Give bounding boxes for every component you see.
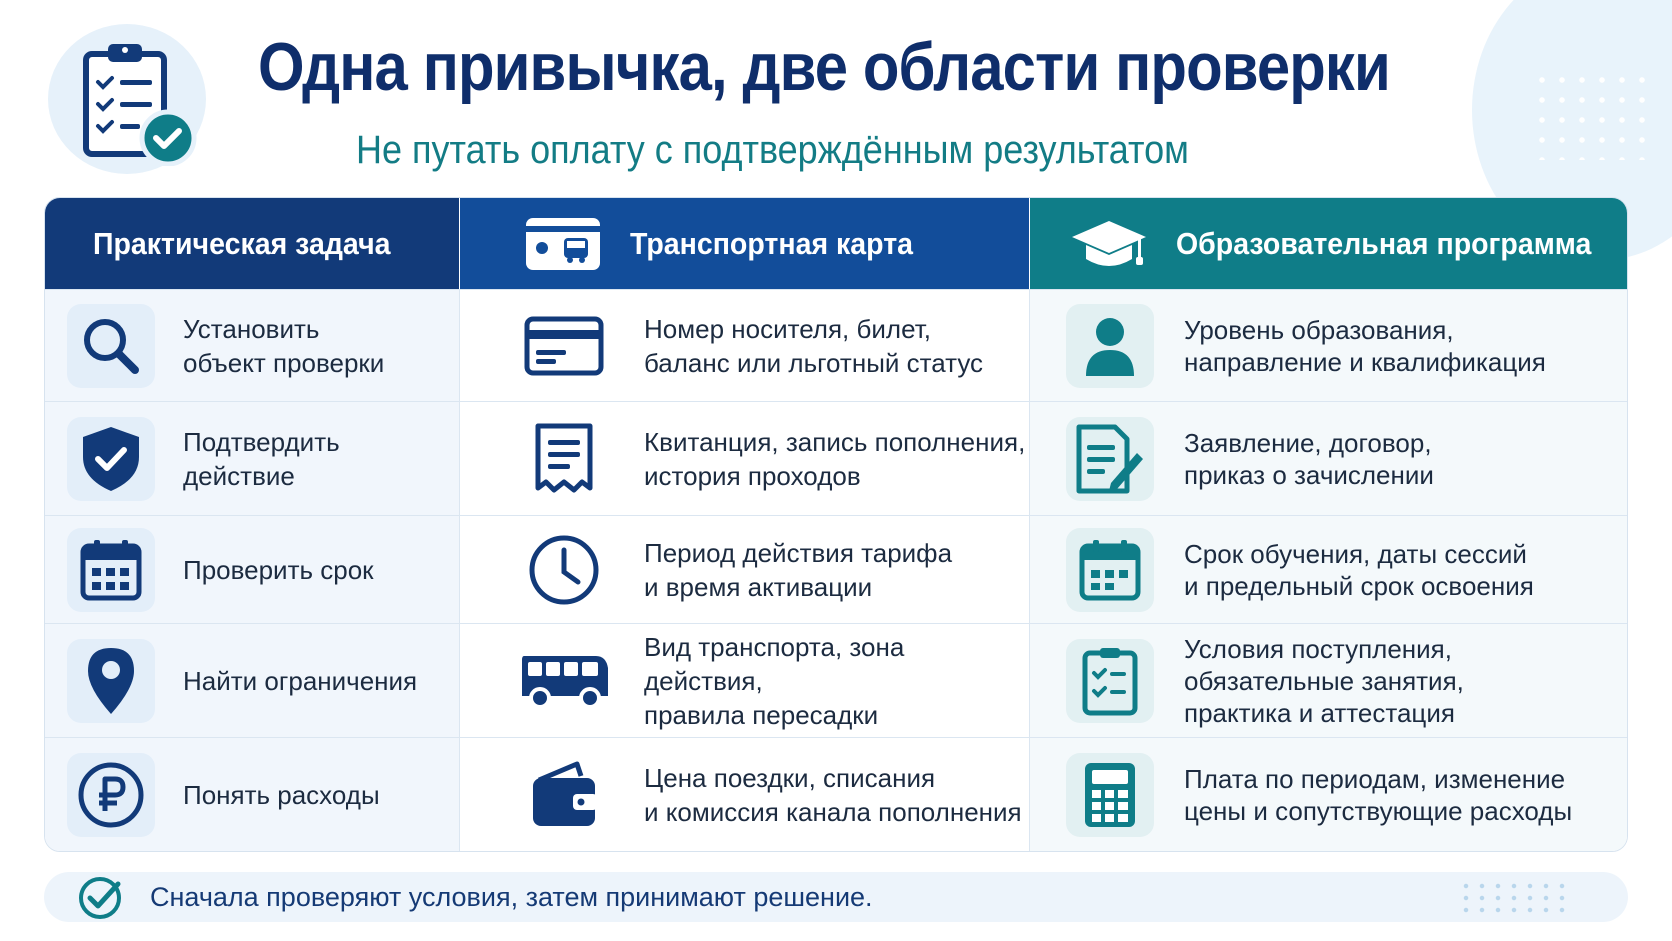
table-row xyxy=(45,515,1627,623)
transport-icon-box xyxy=(518,304,610,388)
education-icon-box xyxy=(1066,417,1154,501)
table-row xyxy=(45,623,1627,737)
footer-text: Сначала проверяют условия, затем принимают решение. xyxy=(150,881,873,912)
education-cell xyxy=(1030,624,1627,737)
calendar-icon xyxy=(80,538,142,602)
task-text: Установить объект проверки xyxy=(183,313,385,378)
task-icon-box xyxy=(67,304,155,388)
checklist-icon xyxy=(1082,645,1138,717)
transport-icon-box xyxy=(518,528,610,612)
education-text: Заявление, договор, приказ о зачислении xyxy=(1184,427,1434,490)
person-icon xyxy=(1082,314,1138,378)
education-cell xyxy=(1030,516,1627,623)
education-text: Плата по периодам, изменение цены и сопутствующие расходы xyxy=(1184,763,1573,826)
comparison-table xyxy=(44,197,1628,852)
task-cell xyxy=(45,624,460,737)
task-icon-box xyxy=(67,528,155,612)
footer-banner xyxy=(44,872,1628,922)
education-cell xyxy=(1030,290,1627,401)
decorative-dots xyxy=(1458,880,1568,916)
education-icon-box xyxy=(1066,753,1154,837)
transport-text: Номер носителя, билет, баланс или льготный статус xyxy=(644,313,984,378)
education-text: Условия поступления, обязательные занятия, практика и аттестация xyxy=(1184,633,1464,728)
education-text: Уровень образования, направление и квалификация xyxy=(1184,314,1546,377)
shield-check-icon xyxy=(81,425,141,493)
task-cell xyxy=(45,738,460,851)
column-header-education xyxy=(1030,198,1628,289)
task-text: Проверить срок xyxy=(183,554,374,585)
ruble-icon xyxy=(77,761,145,829)
table-row xyxy=(45,289,1627,401)
transport-cell xyxy=(460,624,1030,737)
check-circle-icon xyxy=(78,874,124,920)
education-icon-box xyxy=(1066,304,1154,388)
calculator-icon xyxy=(1082,760,1138,830)
transport-cell xyxy=(460,516,1030,623)
location-pin-icon xyxy=(86,646,136,716)
table-row xyxy=(45,737,1627,851)
clipboard-check-icon xyxy=(82,40,202,166)
table-header xyxy=(45,198,1627,289)
transport-text: Вид транспорта, зона действия, правила пересадки xyxy=(644,631,905,730)
transport-cell xyxy=(460,290,1030,401)
table-row xyxy=(45,401,1627,515)
column-header-task xyxy=(45,198,460,289)
column-header-label: Практическая задача xyxy=(93,225,391,261)
column-header-transport xyxy=(460,198,1030,289)
education-icon-box xyxy=(1066,528,1154,612)
transport-cell xyxy=(460,402,1030,515)
receipt-icon xyxy=(534,422,594,496)
task-text: Подтвердить действие xyxy=(183,426,340,491)
transport-text: Цена поездки, списания и комиссия канала пополнения xyxy=(644,762,1022,827)
page-title: Одна привычка, две области проверки xyxy=(258,29,1390,105)
task-icon-box xyxy=(67,639,155,723)
task-icon-box xyxy=(67,753,155,837)
calendar-icon xyxy=(1079,538,1141,602)
transport-icon-box xyxy=(518,639,610,723)
page-subtitle: Не путать оплату с подтверждённым результатом xyxy=(356,128,1189,172)
transport-cell xyxy=(460,738,1030,851)
column-header-label: Транспортная карта xyxy=(629,225,913,261)
task-cell xyxy=(45,402,460,515)
task-cell xyxy=(45,290,460,401)
transport-icon-box xyxy=(518,417,610,501)
transport-text: Период действия тарифа и время активации xyxy=(644,537,953,602)
education-icon-box xyxy=(1066,639,1154,723)
transport-card-icon xyxy=(524,216,602,272)
header-badge xyxy=(48,24,206,174)
graduation-cap-icon xyxy=(1070,217,1148,271)
task-cell xyxy=(45,516,460,623)
transport-icon-box xyxy=(518,753,610,837)
education-cell xyxy=(1030,402,1627,515)
bus-icon xyxy=(518,652,610,710)
decorative-dots xyxy=(1532,70,1652,160)
search-icon xyxy=(79,314,143,378)
card-icon xyxy=(524,316,604,376)
education-text: Срок обучения, даты сессий и предельный срок освоения xyxy=(1184,538,1534,601)
document-pen-icon xyxy=(1075,423,1145,495)
task-text: Найти ограничения xyxy=(183,665,418,696)
transport-text: Квитанция, запись пополнения, история проходов xyxy=(644,426,1026,491)
education-cell xyxy=(1030,738,1627,851)
wallet-icon xyxy=(529,760,599,830)
clock-icon xyxy=(528,534,600,606)
task-text: Понять расходы xyxy=(183,779,380,810)
task-icon-box xyxy=(67,417,155,501)
column-header-label: Образовательная программа xyxy=(1175,225,1591,261)
